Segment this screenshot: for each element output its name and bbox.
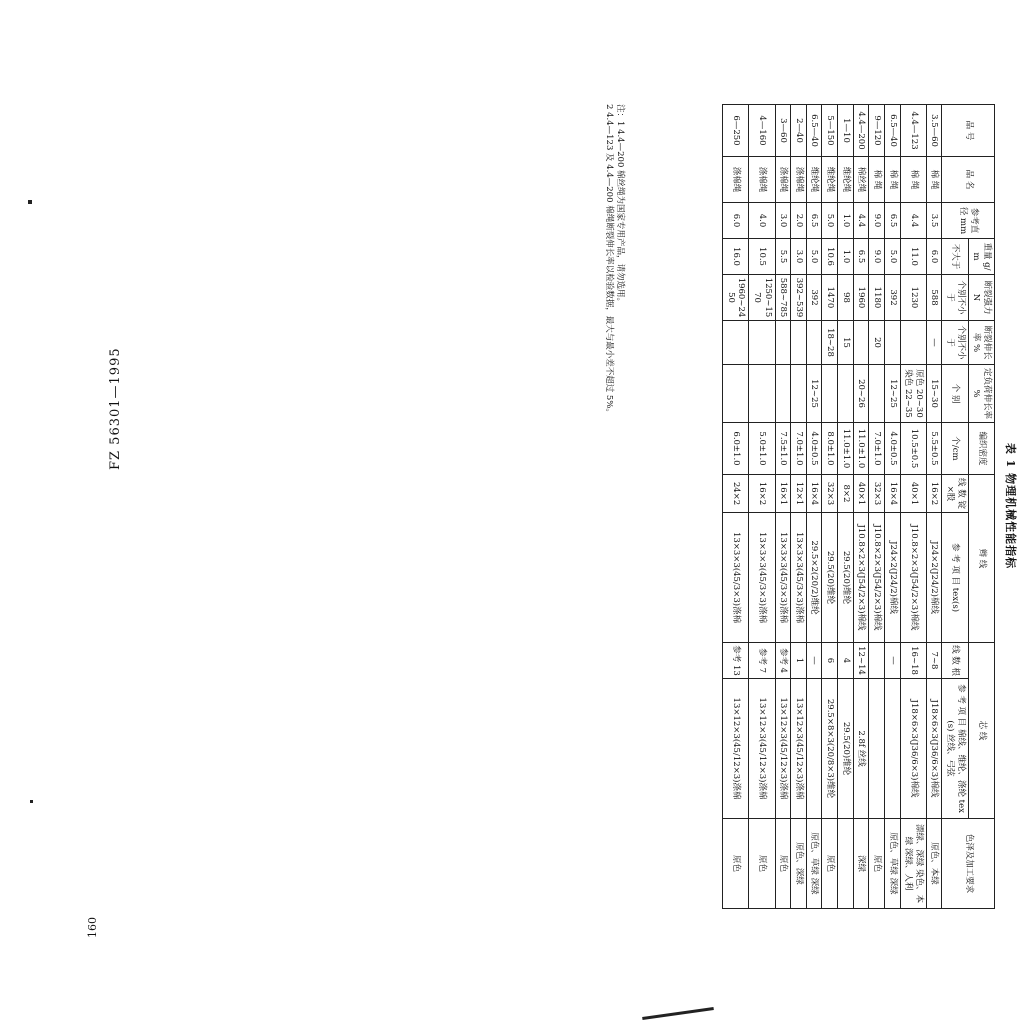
cell-color [838,819,854,909]
cell-weight: 5.0 [885,239,901,275]
scan-mark [28,200,32,204]
cell-braid-count: 16×2 [749,475,775,513]
cell-name: 棉 绳 [900,157,926,203]
cell-strength: 392 [885,275,901,321]
cell-core-spec: J18×6×3(J36/6×3)棉线 [926,679,942,819]
cell-core-count: 6 [822,643,838,679]
cell-core-spec [869,679,885,819]
cell-color: 漂绿、深绿 染色、本绿 深绿、人利 [900,819,926,909]
cell-strength: 1960 [853,275,869,321]
cell-strength: 1230 [900,275,926,321]
cell-diameter: 5.0 [822,203,838,239]
cell-fixed-elong: 15~30 [926,365,942,423]
cell-strength: 1250~1570 [749,275,775,321]
table-row [900,105,926,909]
cell-name: 涤棉绳 [791,157,807,203]
cell-weight: 3.0 [791,239,807,275]
cell-braid-spec: J10.8×2×3(J54/2×3)棉线 [900,513,926,643]
cell-weight: 10.5 [749,239,775,275]
cell-break-elong [853,321,869,365]
cell-core-spec: 29.5(20)维纶 [838,679,854,819]
cell-name: 维纶绳 [806,157,822,203]
rotated-table-block [590,104,1025,908]
col-core-spec: 参 考 项 目 棉线、维纶、涤纶 tex(s) 丝线、弓弦 [942,679,968,819]
table-row [838,105,854,909]
cell-diameter: 6.0 [723,203,749,239]
cell-diameter: 3.5 [926,203,942,239]
cell-name: 棉 绳 [869,157,885,203]
cell-strength: 1180 [869,275,885,321]
cell-strength: 1960~2450 [723,275,749,321]
cell-weight: 9.0 [869,239,885,275]
col-color: 色泽及加工要求 [942,819,995,909]
cell-code: 3.5—60 [926,105,942,157]
cell-core-count: 1 [791,643,807,679]
cell-braid-spec: 13×3×3(45/3×3)涤棉 [791,513,807,643]
table-row [822,105,838,909]
cell-braid-spec: 13×3×3(45/3×3)涤棉 [749,513,775,643]
cell-diameter: 4.0 [749,203,775,239]
cell-core-spec: 29.5×8×3(20/8×3)维纶 [822,679,838,819]
cell-density: 7.5±1.0 [775,423,791,475]
table-row [853,105,869,909]
cell-core-spec: 13×12×3(45/12×3)涤棉 [791,679,807,819]
cell-density: 11.0±1.0 [838,423,854,475]
cell-weight: 5.0 [806,239,822,275]
cell-core-count: 16~18 [900,643,926,679]
cell-core-count: 4 [838,643,854,679]
table-row [791,105,807,909]
table-row [806,105,822,909]
cell-core-count: 参考 13 [723,643,749,679]
cell-code: 4—160 [749,105,775,157]
cell-fixed-elong [791,365,807,423]
cell-name: 维纶绳 [838,157,854,203]
cell-diameter: 4.4 [853,203,869,239]
col-strength: 断裂强力 N [968,275,994,321]
cell-fixed-elong: 20~26 [853,365,869,423]
cell-core-count: 12~14 [853,643,869,679]
cell-code: 4.4—200 [853,105,869,157]
cell-code: 3—60 [775,105,791,157]
standard-code: FZ 56301—1995 [108,347,123,470]
cell-core-count [869,643,885,679]
cell-braid-count: 16×4 [806,475,822,513]
cell-core-spec: 2.8f 丝线 [853,679,869,819]
table-row [723,105,749,909]
col-break-elong: 断裂伸长率 % [968,321,994,365]
table-row [926,105,942,909]
table-row [749,105,775,909]
note-line: 注：1 4.4—200 棉丝绳为国家专用产品，请勿选用。 [615,104,625,307]
col-fixed-elong-sub: 个 别 [942,365,968,423]
cell-fixed-elong [775,365,791,423]
cell-break-elong [806,321,822,365]
cell-braid-spec: J24×2(J24/2)棉线 [926,513,942,643]
cell-fixed-elong: 原色 20~30 染色 22~35 [900,365,926,423]
cell-break-elong [775,321,791,365]
cell-braid-count: 8×2 [838,475,854,513]
cell-diameter: 6.5 [885,203,901,239]
cell-weight: 16.0 [723,239,749,275]
note-line: 2 4.4—123 及 4.4—200 棉绳断裂伸长率以检验数据，最大与最小差不超过 5%。 [603,104,614,417]
cell-braid-count: 24×2 [723,475,749,513]
cell-strength: 588~785 [775,275,791,321]
page-number: 160 [86,917,99,938]
table-row [775,105,791,909]
cell-diameter: 2.0 [791,203,807,239]
cell-code: 4.4—123 [900,105,926,157]
cell-color: 原色、本绿 [926,819,942,909]
cell-braid-spec: J10.8×2×3(J54/2×3)棉线 [869,513,885,643]
cell-density: 11.0±1.0 [853,423,869,475]
cell-fixed-elong [838,365,854,423]
cell-core-count: — [885,643,901,679]
cell-diameter: 1.0 [838,203,854,239]
cell-color: 原色 [822,819,838,909]
col-break-elong-sub: 个别不小于 [942,321,968,365]
table-row [885,105,901,909]
cell-name: 涤棉绳 [723,157,749,203]
cell-braid-count: 40×1 [853,475,869,513]
cell-core-count: 7~8 [926,643,942,679]
cell-diameter: 3.0 [775,203,791,239]
cell-weight: 11.0 [900,239,926,275]
cell-code: 2—40 [791,105,807,157]
cell-name: 维纶绳 [822,157,838,203]
cell-break-elong: 20 [869,321,885,365]
col-density-sub: 个/cm [942,423,968,475]
col-weight: 重量 g/m [968,239,994,275]
cell-code: 6.5—40 [885,105,901,157]
col-code: 品 号 [942,105,995,157]
cell-weight: 6.5 [853,239,869,275]
cell-core-spec [806,679,822,819]
cell-strength: 588 [926,275,942,321]
cell-density: 4.0±0.5 [806,423,822,475]
cell-density: 6.0±1.0 [723,423,749,475]
cell-weight: 1.0 [838,239,854,275]
cell-color: 原色、深绿 [791,819,807,909]
cell-braid-spec: J10.8×2×3(J54/2×3)棉线 [853,513,869,643]
col-braid-count: 线 数 锭×股 [942,475,968,513]
cell-break-elong [791,321,807,365]
cell-braid-spec: 29.5×2(20/2)维纶 [806,513,822,643]
cell-weight: 5.5 [775,239,791,275]
cell-color: 深绿 [853,819,869,909]
table-notes [602,104,625,908]
cell-fixed-elong [723,365,749,423]
cell-core-spec: 13×12×3(45/12×3)涤棉 [749,679,775,819]
cell-fixed-elong [749,365,775,423]
cell-weight: 6.0 [926,239,942,275]
cell-name: 涤棉绳 [749,157,775,203]
cell-braid-spec: 13×3×3(45/3×3)涤棉 [775,513,791,643]
cell-strength: 98 [838,275,854,321]
cell-fixed-elong: 12~25 [806,365,822,423]
cell-core-count: 参考 4 [775,643,791,679]
cell-color: 原色 [869,819,885,909]
cell-core-spec: 13×12×3(45/12×3)涤棉 [723,679,749,819]
cell-fixed-elong [869,365,885,423]
cell-strength: 392~539 [791,275,807,321]
cell-core-spec [885,679,901,819]
cell-braid-count: 16×4 [885,475,901,513]
cell-name: 棉 绳 [885,157,901,203]
cell-diameter: 9.0 [869,203,885,239]
cell-code: 1—10 [838,105,854,157]
cell-core-count: — [806,643,822,679]
cell-braid-spec: 29.5(20)维纶 [838,513,854,643]
cell-break-elong [749,321,775,365]
cell-color: 原色 [749,819,775,909]
col-braid-spec: 参 考 项 目 tex(s) [942,513,968,643]
cell-braid-count: 40×1 [900,475,926,513]
col-core-count: 线 数 根 [942,643,968,679]
cell-braid-count: 32×3 [822,475,838,513]
table-caption: 表 1 物理机械性能指标 [1004,442,1017,570]
cell-color: 原色 [723,819,749,909]
cell-braid-spec: J24×2(J24/2)棉线 [885,513,901,643]
cell-name: 棉 绳 [926,157,942,203]
cell-name: 棉丝绳 [853,157,869,203]
cell-name: 涤棉绳 [775,157,791,203]
cell-density: 10.5±0.5 [900,423,926,475]
cell-braid-count: 12×1 [791,475,807,513]
cell-diameter: 4.4 [900,203,926,239]
col-name: 品 名 [942,157,995,203]
col-diameter: 参考直径 mm [942,203,995,239]
cell-braid-spec: 13×3×3(45/3×3)涤棉 [723,513,749,643]
cell-color: 原色、草绿 深绿 [885,819,901,909]
col-density: 编织密度 [968,423,994,475]
cell-break-elong: 18~28 [822,321,838,365]
cell-diameter: 6.5 [806,203,822,239]
cell-code: 5—150 [822,105,838,157]
cell-break-elong [885,321,901,365]
cell-break-elong: 15 [838,321,854,365]
cell-break-elong: — [926,321,942,365]
cell-code: 6.5—40 [806,105,822,157]
cell-strength: 1470 [822,275,838,321]
scan-mark [642,1007,714,1020]
cell-code: 9—120 [869,105,885,157]
cell-density: 5.5±0.5 [926,423,942,475]
cell-core-spec: J18×6×3(J36/6×3)棉线 [900,679,926,819]
cell-density: 7.0±1.0 [791,423,807,475]
cell-braid-count: 16×2 [926,475,942,513]
cell-strength: 392 [806,275,822,321]
cell-core-spec: 13×12×3(45/12×3)涤棉 [775,679,791,819]
col-core-group: 芯 线 [968,643,994,819]
cell-braid-count: 16×1 [775,475,791,513]
cell-braid-count: 32×3 [869,475,885,513]
col-weight-sub: 不大于 [942,239,968,275]
cell-fixed-elong: 12~25 [885,365,901,423]
col-braid-group: 辫 线 [968,475,994,643]
cell-density: 7.0±1.0 [869,423,885,475]
cell-code: 6—250 [723,105,749,157]
scan-mark [30,800,33,803]
cell-core-count: 参考 7 [749,643,775,679]
col-strength-sub: 个别不小于 [942,275,968,321]
cell-density: 5.0±1.0 [749,423,775,475]
cell-weight: 10.6 [822,239,838,275]
cell-density: 8.0±1.0 [822,423,838,475]
cell-density: 4.0±0.5 [885,423,901,475]
cell-color: 原色、草绿 深绿 [806,819,822,909]
cell-color: 原色 [775,819,791,909]
table-row [869,105,885,909]
col-fixed-elong: 定负荷伸长率 % [968,365,994,423]
cell-braid-spec: 29.5(20)维纶 [822,513,838,643]
cell-fixed-elong [822,365,838,423]
cell-break-elong [723,321,749,365]
property-table [722,104,995,909]
cell-break-elong [900,321,926,365]
